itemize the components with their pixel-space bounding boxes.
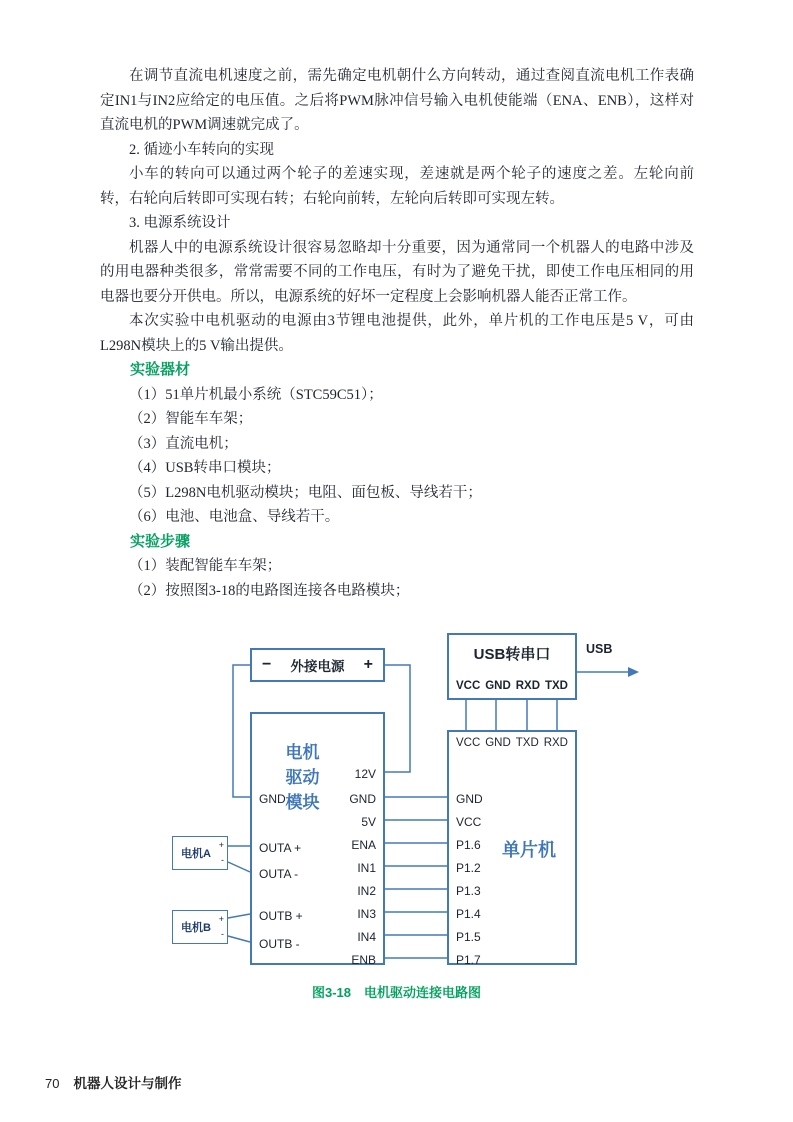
material-item: （5）L298N电机驱动模块；电阻、面包板、导线若干；: [129, 484, 482, 501]
motor-b-minus: -: [221, 929, 224, 939]
mcu-pin-vcc: VCC: [456, 815, 482, 829]
body-text-block: [100, 64, 694, 603]
circuit-diagram: [0, 630, 793, 1015]
material-item: （3）直流电机；: [129, 435, 238, 452]
driver-pin-in2: IN2: [357, 884, 376, 898]
driver-pin-outa-plus: OUTA +: [259, 841, 302, 855]
mcu-title: 单片机: [502, 840, 556, 860]
motor-a-label: 电机A: [181, 848, 211, 860]
usb-serial-box: [447, 633, 577, 700]
mcu-pin-gnd: GND: [456, 792, 483, 806]
mcu-pin-gnd-top: GND: [485, 737, 511, 749]
driver-pin-12v: 12V: [354, 767, 376, 781]
driver-pin-in4: IN4: [357, 930, 376, 944]
driver-pin-outb-plus: OUTB +: [259, 909, 303, 923]
mcu-pin-txd-top: TXD: [515, 737, 539, 749]
mcu-box: [447, 730, 577, 965]
usb-pin-gnd: GND: [485, 680, 511, 692]
subheading-power: 3. 电源系统设计: [129, 215, 231, 231]
driver-pin-gnd: GND: [349, 792, 376, 806]
mcu-pin-p16: P1.6: [456, 838, 481, 852]
paragraph-power: 机器人中的电源系统设计很容易忽略却十分重要，因为通常同一个机器人的电路中涉及的用电器种类很多，常常需要不同的工作电压，有时为了避免干扰，即使工作电压相同的用电器也要分开供电。所以，电源系统的好坏一定程度上会影响机器人能否正常工作。: [100, 239, 694, 305]
paragraph-battery: 本次实验中电机驱动的电源由3节锂电池提供，此外，单片机的工作电压是5 V，可由L298N模块上的5 V输出提供。: [100, 313, 694, 354]
subheading-turning: 2. 循迹小车转向的实现: [129, 141, 274, 158]
figure-caption: 图3-18 电机驱动连接电路图: [311, 985, 482, 1000]
paragraph-pwm: 在调节直流电机速度之前，需先确定电机朝什么方向转动，通过查阅直流电机工作表确定IN1与IN2应给定的电压值。之后将PWM脉冲信号输入电机使能端（ENA、ENB），这样对直流电机的PWM调速就完成了。: [100, 68, 694, 133]
motor-b-box: [172, 910, 228, 944]
mcu-pin-p15: P1.5: [456, 930, 481, 944]
mcu-pin-p12: P1.2: [456, 861, 481, 875]
material-item: （4）USB转串口模块；: [129, 460, 281, 476]
usb-pin-rxd: RXD: [515, 680, 541, 692]
motor-b-plus: +: [218, 914, 224, 924]
motor-a-box: [172, 836, 228, 870]
driver-title-line1: 电机: [285, 743, 320, 762]
motor-a-minus: -: [221, 855, 224, 865]
external-power-box: [250, 648, 385, 682]
mcu-pin-p17: P1.7: [456, 953, 481, 967]
plus-terminal: +: [363, 656, 373, 673]
mcu-pin-rxd-top: RXD: [543, 737, 568, 749]
motor-a-plus: +: [218, 840, 224, 850]
driver-pin-5v: 5V: [361, 815, 376, 829]
external-power-label: 外接电源: [290, 659, 345, 674]
minus-terminal: −: [262, 656, 272, 673]
page-footer: [45, 1072, 181, 1092]
book-title: 机器人设计与制作: [73, 1076, 182, 1091]
driver-pin-ena: ENA: [351, 838, 376, 852]
usb-label: USB: [586, 642, 613, 656]
steps-heading: 实验步骤: [130, 532, 191, 550]
usb-pin-vcc: VCC: [456, 680, 481, 692]
driver-pin-in3: IN3: [357, 907, 376, 921]
driver-pin-enb: ENB: [351, 953, 376, 967]
driver-pin-gnd-left: GND: [259, 792, 286, 806]
material-item: （6）电池、电池盒、导线若干。: [129, 509, 340, 525]
driver-title-line2: 驱动: [285, 768, 320, 787]
paragraph-turning: 小车的转向可以通过两个轮子的差速实现，差速就是两个轮子的速度之差。左轮向前转，右轮向后转即可实现右转；右轮向前转，左轮向后转即可实现左转。: [100, 166, 694, 207]
material-item: （2）智能车车架；: [129, 411, 253, 427]
driver-pin-outb-minus: OUTB -: [259, 937, 300, 951]
step-item: （1）装配智能车车架；: [129, 558, 282, 574]
materials-heading: 实验器材: [130, 361, 191, 378]
usb-serial-title: USB转串口: [473, 646, 551, 663]
driver-title-line3: 模块: [285, 793, 320, 812]
step-item: （2）按照图3-18的电路图连接各电路模块；: [129, 582, 410, 599]
usb-arrow-icon: [628, 667, 639, 677]
motor-driver-box: [250, 712, 385, 965]
driver-pin-in1: IN1: [357, 861, 376, 875]
driver-pin-outa-minus: OUTA -: [259, 867, 299, 881]
page-number: 70: [45, 1076, 60, 1091]
circuit-wires: [0, 630, 793, 1015]
mcu-pin-p14: P1.4: [456, 907, 481, 921]
mcu-pin-p13: P1.3: [456, 884, 481, 898]
material-item: （1）51单片机最小系统（STC59C51）；: [129, 386, 383, 403]
motor-b-label: 电机B: [181, 922, 211, 934]
usb-pin-txd: TXD: [544, 680, 568, 692]
mcu-pin-vcc-top: VCC: [456, 737, 481, 749]
